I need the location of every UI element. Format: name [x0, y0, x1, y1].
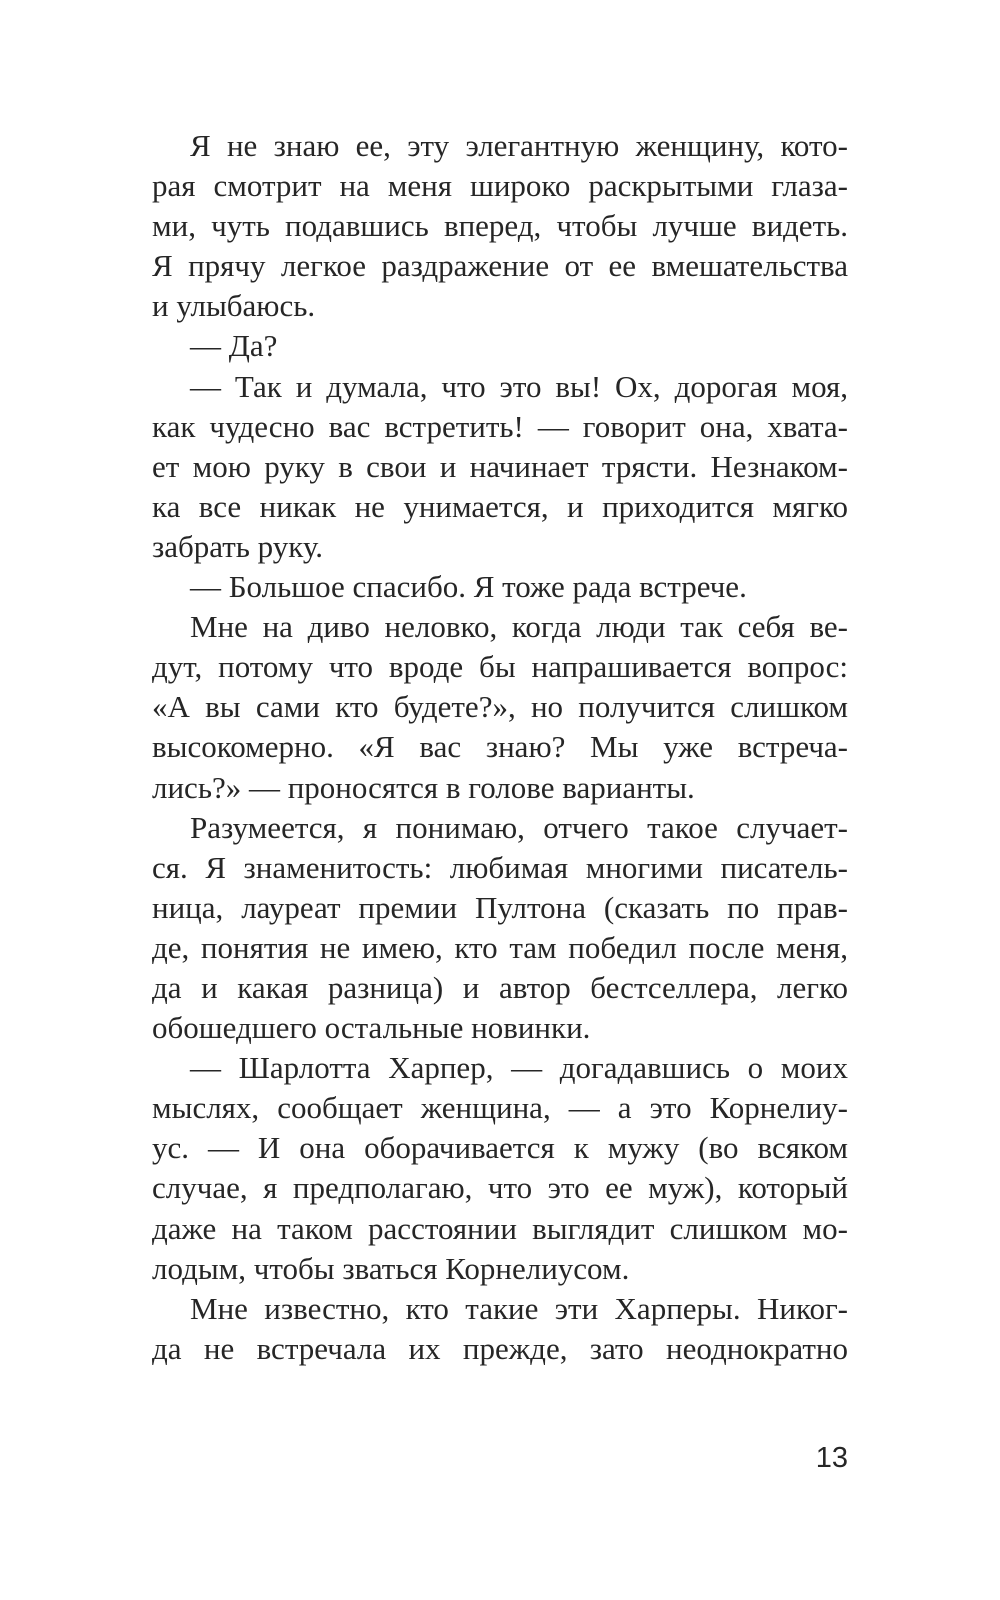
text-line: ми, чуть подавшись вперед, чтобы лучше видеть.	[152, 208, 848, 244]
text-line: обошедшего остальные новинки.	[152, 1010, 591, 1046]
text-line: — Большое спасибо. Я тоже рада встрече.	[190, 569, 747, 605]
text-line: да не встречала их прежде, зато неоднократно	[152, 1330, 848, 1366]
text-line: как чудесно вас встретить! — говорит она, хвата-	[152, 408, 848, 444]
text-line: — Да?	[190, 328, 278, 364]
text-line: лись?» — проносятся в голове варианты.	[152, 769, 695, 805]
text-line: — Так и думала, что это вы! Ох, дорогая моя,	[190, 368, 848, 404]
text-line: мыслях, сообщает женщина, — а это Корнелиу-	[152, 1090, 848, 1126]
text-line: Я прячу легкое раздражение от ее вмешательства	[152, 248, 848, 284]
text-line: случае, я предполагаю, что это ее муж), который	[152, 1170, 848, 1206]
text-line: ка все никак не унимается, и приходится мягко	[152, 488, 848, 524]
text-line: Я не знаю ее, эту элегантную женщину, кото-	[190, 128, 848, 163]
text-line: Мне на диво неловко, когда люди так себя ве-	[190, 609, 848, 645]
page-number: 13	[815, 1442, 848, 1474]
text-line: Разумеется, я понимаю, отчего такое случает-	[190, 809, 848, 845]
text-line: рая смотрит на меня широко раскрытыми глаза-	[152, 168, 848, 204]
body-text	[152, 126, 848, 1369]
text-line: ет мою руку в свои и начинает трясти. Незнаком-	[152, 448, 848, 484]
text-line: да и какая разница) и автор бестселлера, легко	[152, 969, 848, 1005]
text-line: — Шарлотта Харпер, — догадавшись о моих	[190, 1050, 848, 1086]
text-line: ус. — И она оборачивается к мужу (во всяком	[152, 1130, 848, 1166]
text-line: «А вы сами кто будете?», но получится слишком	[152, 689, 848, 725]
text-line: забрать руку.	[152, 528, 324, 564]
text-line: и улыбаюсь.	[152, 288, 316, 324]
text-line: дут, потому что вроде бы напрашивается вопрос:	[152, 649, 848, 685]
text-line: лодым, чтобы зваться Корнелиусом.	[152, 1250, 630, 1286]
text-line: даже на таком расстоянии выглядит слишком мо-	[152, 1210, 848, 1246]
text-line: ся. Я знаменитость: любимая многими писатель-	[152, 849, 848, 885]
text-line: де, понятия не имею, кто там победил после меня,	[152, 929, 848, 965]
text-line: Мне известно, кто такие эти Харперы. Никог-	[190, 1290, 848, 1326]
text-line: высокомерно. «Я вас знаю? Мы уже встреча-	[152, 729, 848, 765]
text-line: ница, лауреат премии Пултона (сказать по прав-	[152, 889, 848, 925]
